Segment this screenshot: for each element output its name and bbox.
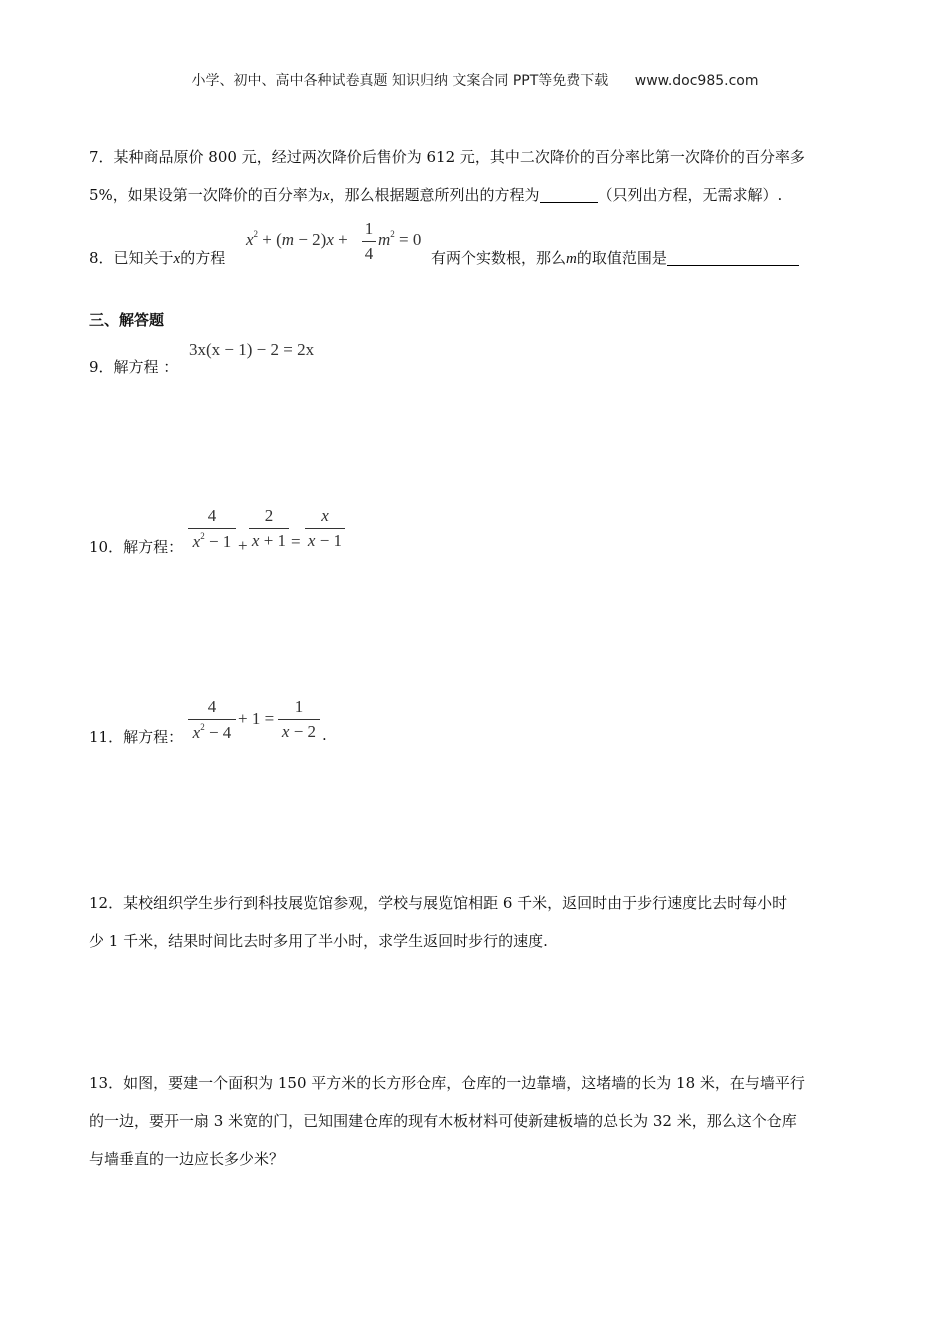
q7-line2 (89, 184, 782, 205)
section-title: 三、解答题 (89, 311, 165, 329)
q8-answer-blank[interactable] (667, 250, 799, 266)
q7-line2-a: 5%，如果设第一次降价的百分率为 (89, 186, 323, 204)
q8-variable-x: x (173, 251, 181, 267)
q13-line2: 的一边，要开一扇 3 米宽的门，已知围建仓库的现有木板材料可使新建板墙的总长为 32 米，那么这个仓库 (89, 1112, 797, 1130)
q10-fraction-1: 4 $x^2 - 1$ (188, 506, 236, 552)
q8-equation-left: $x^2 + (m - 2)x$ + (246, 229, 348, 249)
q11-plus-one: + 1 = (238, 709, 275, 728)
q11-fraction-1: 4 $x^2 - 4$ (188, 697, 236, 743)
q10-fraction-2: 2 x + 1 (249, 506, 289, 551)
q8-suffix-b: 的取值范围是 (576, 249, 667, 267)
header-text: 小学、初中、高中各种试卷真题 知识归纳 文案合同 PPT等免费下载 (191, 73, 609, 89)
q9-label: 9．解方程 ： (89, 358, 179, 376)
q8-suffix (431, 247, 799, 268)
q11-end: . (322, 726, 327, 744)
q8-prefix: 8．已知关于 (89, 249, 174, 267)
q11-fraction-2: 1 x − 2 (278, 697, 320, 742)
q10-plus: + (238, 536, 248, 555)
q7-line1: 7．某种商品原价 800 元，经过两次降价后售价为 612 元，其中二次降价的百分率比第一次降价的百分率多 (89, 148, 805, 166)
page-header (0, 70, 950, 90)
q8-middle: 的方程 (180, 249, 226, 267)
q10-label: 10．解方程： (89, 538, 184, 556)
q8-line (89, 247, 225, 268)
q7-variable: x (322, 188, 330, 204)
q11-label: 11．解方程： (89, 728, 184, 746)
q7-line2-c: （只列出方程，无需求解）. (597, 186, 783, 204)
header-url[interactable]: www.doc985.com (634, 73, 759, 89)
q10-fraction-3: x x − 1 (305, 506, 345, 551)
q13-line1: 13．如图，要建一个面积为 150 平方米的长方形仓库，仓库的一边靠墙，这堵墙的长为 18 米，在与墙平行 (89, 1074, 805, 1092)
q9-equation: 3x(x − 1) − 2 = 2x (189, 340, 315, 359)
q8-fraction-quarter: 1 4 (362, 219, 376, 264)
q7-answer-blank[interactable] (540, 187, 598, 203)
q13-line3: 与墙垂直的一边应长多少米？ (89, 1150, 285, 1168)
q7-line2-b: ，那么根据题意所列出的方程为 (329, 186, 540, 204)
q8-variable-m: m (566, 251, 577, 267)
q10-equals: = (291, 532, 301, 551)
q12-line2: 少 1 千米，结果时间比去时多用了半小时，求学生返回时步行的速度. (89, 932, 548, 950)
q8-suffix-a: 有两个实数根，那么 (431, 249, 567, 267)
q12-line1: 12．某校组织学生步行到科技展览馆参观，学校与展览馆相距 6 千米，返回时由于步行速度比去时每小时 (89, 894, 788, 912)
q8-equation-right: $m^2 = 0$ (378, 229, 422, 249)
